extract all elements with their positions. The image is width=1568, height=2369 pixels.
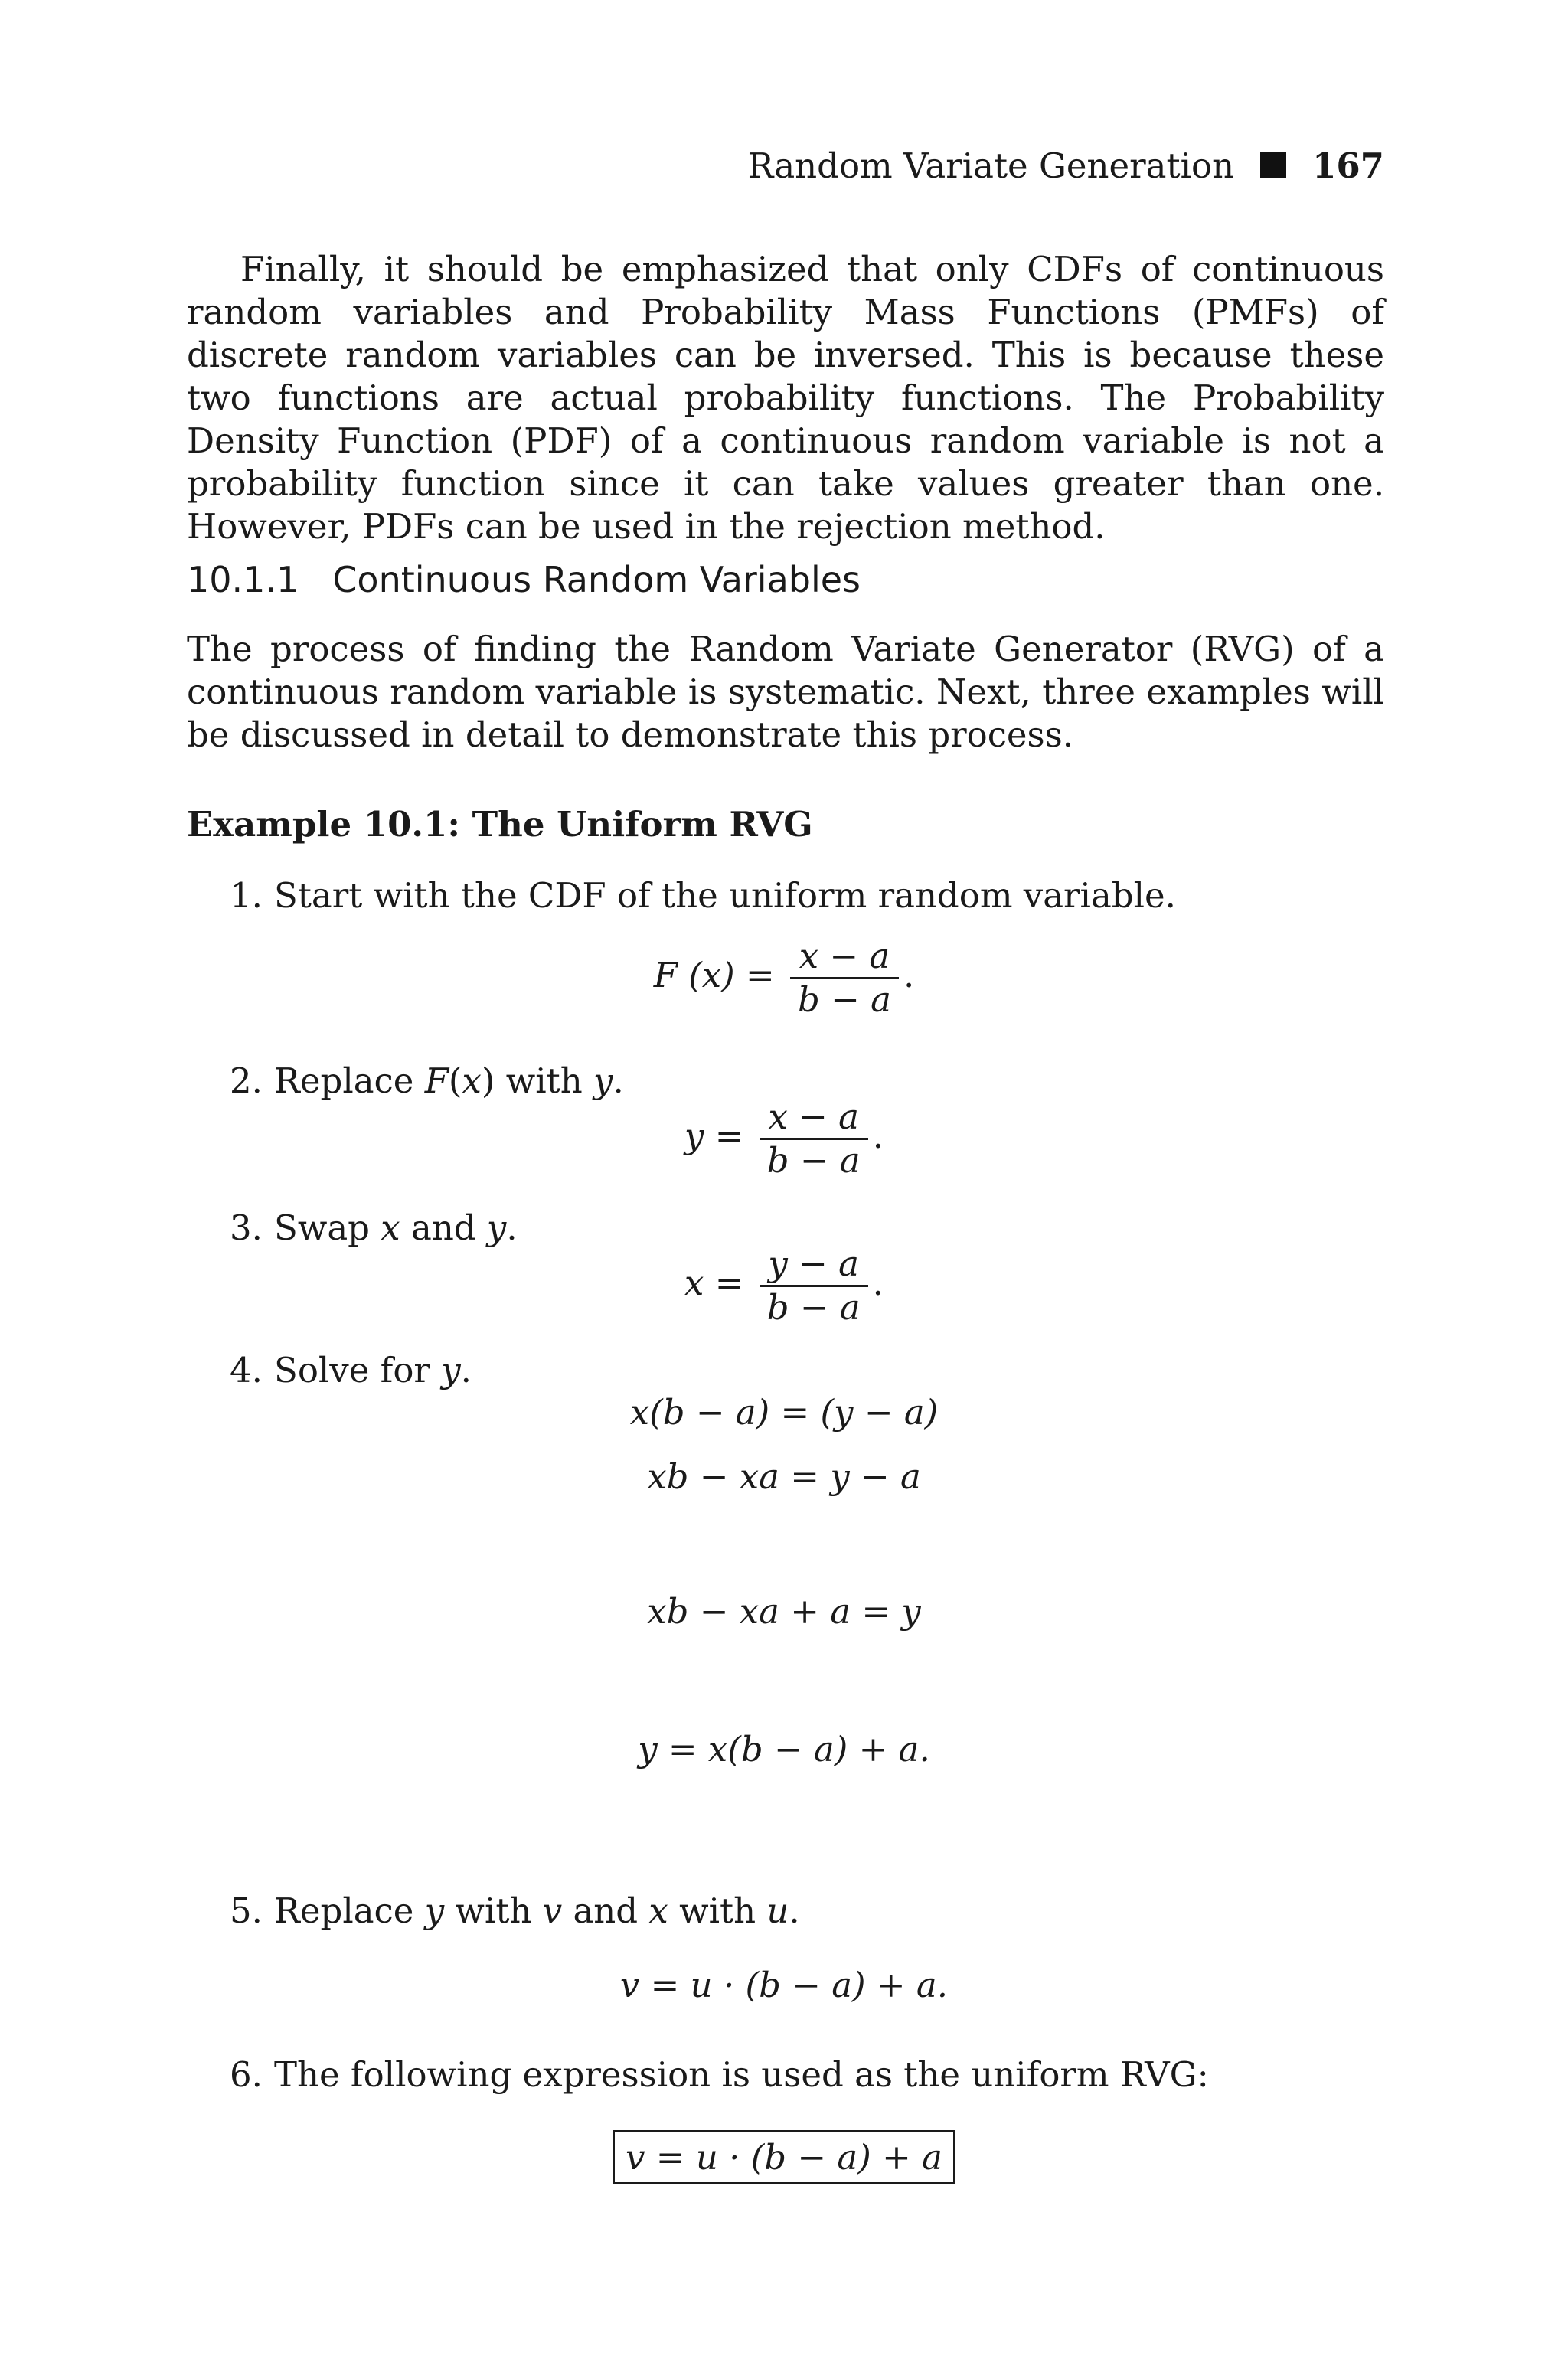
- step-text: with: [495, 1060, 594, 1101]
- step-text: Swap: [274, 1207, 381, 1248]
- section-title: Continuous Random Variables: [332, 559, 861, 600]
- boxed-equation-wrapper: [0, 2130, 1568, 2184]
- step-text: Solve for: [274, 1350, 442, 1390]
- fraction-numerator: y − a: [768, 1243, 859, 1284]
- step-4: [230, 1349, 472, 1392]
- step-number: 3.: [230, 1207, 263, 1248]
- equation-replace: [0, 1096, 1568, 1181]
- step-5: [230, 1890, 800, 1933]
- equation-substitute: v = u · (b − a) + a.: [619, 1965, 949, 2005]
- equation-solve-3: xb − xa + a = y: [647, 1591, 921, 1632]
- math-symbol: y: [486, 1207, 507, 1248]
- example-title: Example 10.1: The Uniform RVG: [187, 804, 813, 845]
- boxed-equation-uniform-rvg: v = u · (b − a) + a: [612, 2130, 956, 2184]
- math-symbol: v: [542, 1890, 563, 1931]
- equation-swap: [0, 1243, 1568, 1328]
- step-number: 6.: [230, 2054, 263, 2095]
- step-text: Replace: [274, 1060, 425, 1101]
- step-text: and: [400, 1207, 487, 1248]
- math-symbol: x: [648, 1890, 668, 1931]
- step-text: with: [444, 1890, 543, 1931]
- step-text: .: [460, 1350, 472, 1390]
- math-symbol: u: [766, 1890, 789, 1931]
- fraction: [760, 1096, 868, 1181]
- step-text: Start with the CDF of the uniform random variable.: [274, 875, 1176, 916]
- math-symbol: y: [441, 1350, 461, 1390]
- step-text: .: [612, 1060, 624, 1101]
- fraction: [790, 936, 899, 1021]
- fraction-denominator: b − a: [760, 1138, 868, 1181]
- equation-lhs: x =: [684, 1263, 744, 1303]
- section-paragraph: The process of finding the Random Variate Generator (RVG) of a continuous random variable is systematic. Next, three examples will be discussed in detail to demonstrate this process.: [187, 629, 1384, 755]
- math-paren: ): [481, 1060, 495, 1101]
- math-symbol: x: [381, 1207, 400, 1248]
- step-text: with: [668, 1890, 767, 1931]
- equation-period: .: [903, 955, 915, 995]
- equation-solve-4: y = x(b − a) + a.: [638, 1729, 930, 1769]
- step-text: .: [506, 1207, 518, 1248]
- step-1: [230, 874, 1176, 917]
- fraction: [760, 1243, 868, 1328]
- equation-lhs: y =: [684, 1116, 744, 1156]
- fraction-denominator: b − a: [760, 1285, 868, 1328]
- equation-cdf: [0, 936, 1568, 1021]
- math-symbol: F: [424, 1060, 449, 1101]
- fraction-denominator: b − a: [790, 977, 899, 1021]
- running-title: Random Variate Generation: [747, 145, 1235, 186]
- step-number: 4.: [230, 1350, 263, 1390]
- equation-solve-2: xb − xa = y − a: [647, 1456, 921, 1497]
- math-symbol: y: [593, 1060, 613, 1101]
- intro-paragraph: Finally, it should be emphasized that only CDFs of continuous random variables and Probability Mass Functions (PMFs) of discrete random variables can be inversed. This is because these two functions are actual probability functions. The Probability Density Function (PDF) of a continuous random variable is not a probability function since it can take values greater than one. However, PDFs can be used in the rejection method.: [187, 249, 1384, 547]
- step-number: 1.: [230, 875, 263, 916]
- page-number: 167: [1312, 145, 1384, 186]
- running-header: [187, 142, 1384, 188]
- step-text: and: [562, 1890, 649, 1931]
- equation-solve-1: x(b − a) = (y − a): [629, 1392, 939, 1433]
- step-number: 5.: [230, 1890, 263, 1931]
- step-6: [230, 2054, 1209, 2096]
- square-bullet-icon: [1260, 152, 1286, 178]
- step-text: Replace: [274, 1890, 425, 1931]
- section-number: 10.1.1: [187, 559, 299, 600]
- equation-period: .: [872, 1263, 884, 1303]
- step-text: .: [789, 1890, 800, 1931]
- section-heading: [187, 559, 861, 600]
- equation-period: .: [872, 1116, 884, 1156]
- fraction-numerator: x − a: [799, 936, 890, 976]
- math-paren: (: [448, 1060, 462, 1101]
- math-symbol: y: [424, 1890, 445, 1931]
- math-symbol: x: [462, 1060, 482, 1101]
- fraction-numerator: x − a: [768, 1096, 859, 1137]
- step-number: 2.: [230, 1060, 263, 1101]
- equation-lhs: F (x) =: [653, 955, 775, 995]
- step-text: The following expression is used as the uniform RVG:: [274, 2054, 1209, 2095]
